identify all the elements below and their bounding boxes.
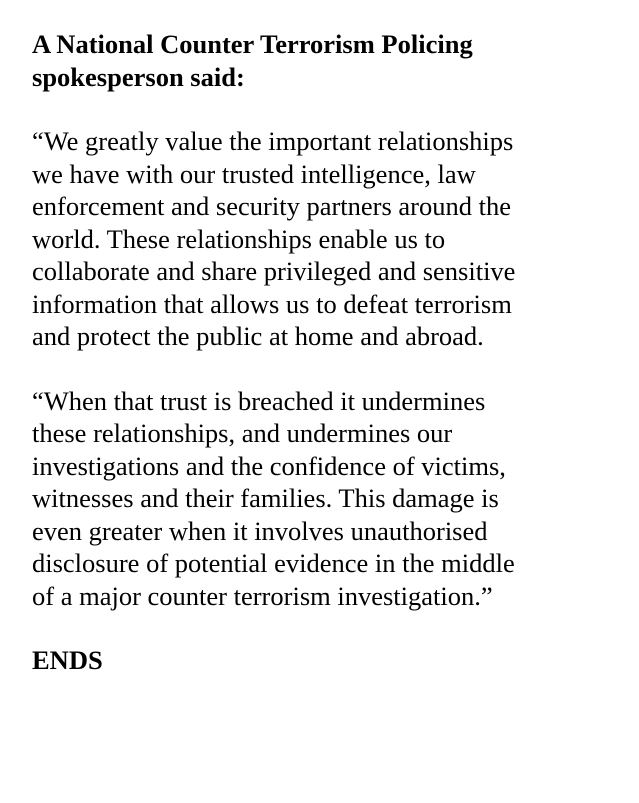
paragraph-line: “We greatly value the important relationships: [32, 126, 514, 156]
paragraph-line: world. These relationships enable us to: [32, 223, 446, 254]
paragraph-line: “When that trust is breached it undermines: [32, 385, 486, 416]
paragraph-line: and protect the public at home and abroad.: [32, 321, 484, 351]
press-statement-document: [32, 28, 632, 677]
paragraph-line: collaborate and share privileged and sensitive: [32, 256, 516, 286]
heading-line: A National Counter Terrorism Policing: [32, 29, 473, 59]
statement-heading: [32, 28, 632, 93]
paragraph-line: information that allows us to defeat terrorism: [32, 288, 512, 319]
paragraph-line: investigations and the confidence of victims,: [32, 450, 506, 481]
heading-line: spokesperson said:: [32, 61, 245, 92]
paragraph-line: witnesses and their families. This damage is: [32, 483, 499, 513]
paragraph-line: we have with our trusted intelligence, law: [32, 158, 476, 189]
paragraph-line: enforcement and security partners around the: [32, 191, 512, 221]
closing-ends: ENDS: [32, 645, 103, 675]
paragraph-line: disclosure of potential evidence in the middle: [32, 548, 515, 578]
statement-paragraph-2: [32, 385, 632, 613]
statement-paragraph-1: [32, 125, 632, 353]
paragraph-line: of a major counter terrorism investigation.”: [32, 580, 493, 611]
paragraph-line: these relationships, and undermines our: [32, 418, 453, 448]
paragraph-line: even greater when it involves unauthorised: [32, 515, 488, 546]
